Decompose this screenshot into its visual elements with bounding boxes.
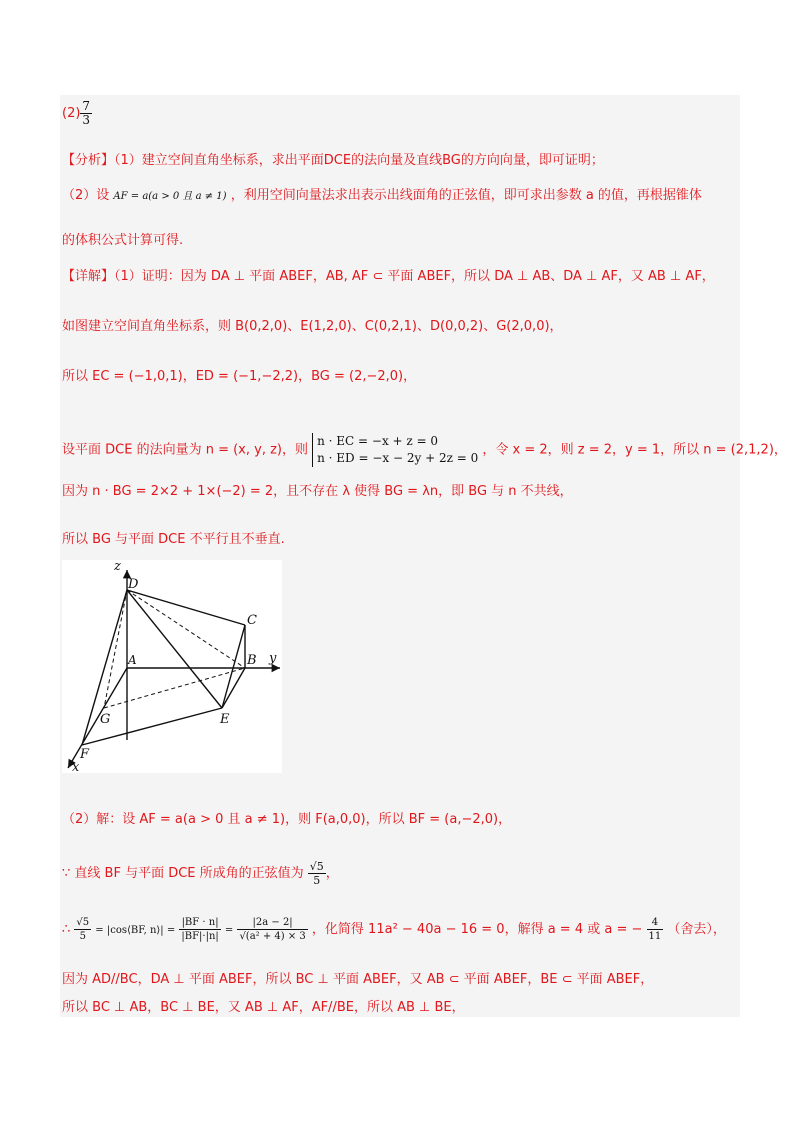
sol2-line-5 xyxy=(62,998,465,1018)
part2-label: (2) xyxy=(62,106,81,121)
sol2-line-3 xyxy=(62,916,726,943)
label-C: C xyxy=(247,613,257,628)
frac1-num: √5 xyxy=(76,917,90,928)
detail-line-5 xyxy=(62,482,573,502)
label-z: z xyxy=(114,560,121,574)
label-B: B xyxy=(247,653,257,668)
detail-text-3: 所以 EC = (−1,0,1)，ED = (−1,−2,2)，BG = (2,−2,0)， xyxy=(62,369,417,384)
detail-text-2: 如图建立空间直角坐标系，则 B(0,2,0)、E(1,2,0)、C(0,2,1)、D(0,0,2)、G(2,0,0)， xyxy=(62,319,563,334)
detail-line-6 xyxy=(62,530,285,550)
detail-line-3 xyxy=(62,367,416,387)
detail-line-2 xyxy=(62,317,563,337)
sol2-text-1: （2）解：设 AF = a(a > 0 且 a ≠ 1)，则 F(a,0,0)，所以 BF = (a,−2,0)， xyxy=(62,812,512,827)
geometry-figure xyxy=(62,560,282,773)
frac3-den: √(a² + 4) × 3 xyxy=(239,931,306,942)
equation-system xyxy=(312,433,478,467)
sol2-line-4 xyxy=(62,970,653,990)
sol2-line-2: ∵ 直线 BF 与平面 DCE 所成角的正弦值为 $\frac{√5}{5}$ ， xyxy=(62,860,339,887)
equals-sign: = xyxy=(224,925,234,936)
sol2-text-3: ，化简得 11a² − 40a − 16 = 0，解得 a = 4 或 a = − xyxy=(311,922,643,937)
detail-text-4a: 设平面 DCE 的法向量为 n = (x, y, z)，则 xyxy=(62,442,308,458)
label-E: E xyxy=(220,712,230,727)
frac2-num: |BF · n| xyxy=(179,916,220,930)
label-A: A xyxy=(128,653,137,667)
analysis-math: AF = a(a > 0 且 a ≠ 1) xyxy=(113,191,227,202)
answer-numerator: 7 xyxy=(82,99,91,113)
label-F: F xyxy=(80,747,90,762)
analysis-line-2 xyxy=(62,186,702,207)
detail-text-6: 所以 BG 与平面 DCE 不平行且不垂直. xyxy=(62,532,285,547)
analysis-text-1: （1）建立空间直角坐标系，求出平面DCE的法向量及直线BG的方向向量，即可证明； xyxy=(114,153,604,168)
detail-line-4 xyxy=(62,433,787,467)
label-D: D xyxy=(128,577,139,592)
label-x: x xyxy=(72,760,80,773)
x-axis xyxy=(68,668,127,768)
label-G: G xyxy=(100,712,111,727)
analysis-tag: 【分析】 xyxy=(62,153,115,168)
sol2-line-1 xyxy=(62,810,511,830)
sol2-text-2: ∵ 直线 BF 与平面 DCE 所成角的正弦值为 xyxy=(62,866,304,881)
sine-denominator: 5 xyxy=(313,874,321,887)
cos-expression: = |cos⟨BF, n⟩| = xyxy=(95,925,176,936)
detail-line-1 xyxy=(62,267,715,287)
analysis-text-2a: （2）设 xyxy=(62,188,110,203)
part2-answer xyxy=(62,100,92,127)
sol2-text-4: 因为 AD//BC，DA ⊥ 平面 ABEF，所以 BC ⊥ 平面 ABEF，又 AB ⊂ 平面 ABEF，BE ⊂ 平面 ABEF， xyxy=(62,972,654,987)
sol2-text-3-end: （舍去）， xyxy=(667,922,726,937)
frac3-num: |2a − 2| xyxy=(237,916,307,930)
answer-denominator: 3 xyxy=(82,113,91,127)
detail-text-4b: ，令 x = 2，则 z = 2，y = 1，所以 n = (2,1,2)， xyxy=(482,442,787,458)
system-eq-1: n · EC = −x + z = 0 xyxy=(317,434,439,448)
frac1-den: 5 xyxy=(79,931,86,942)
detail-text-5: 因为 n · BG = 2×2 + 1×(−2) = 2，且不存在 λ 使得 BG = λn，即 BG 与 n 不共线， xyxy=(62,484,573,499)
detail-tag: 【详解】 xyxy=(62,269,115,284)
frac4-den: 11 xyxy=(648,931,662,942)
sol2-text-5: 所以 BC ⊥ AB，BC ⊥ BE，又 AB ⊥ AF，AF//BE，所以 AB ⊥ BE， xyxy=(62,1000,465,1015)
sine-numerator: √5 xyxy=(309,860,324,873)
label-y: y xyxy=(269,651,277,666)
system-eq-2: n · ED = −x − 2y + 2z = 0 xyxy=(317,451,479,465)
frac4-num: 4 xyxy=(647,916,664,930)
therefore-sign: ∴ xyxy=(62,922,71,937)
frac2-den: |BF|·|n| xyxy=(181,931,219,942)
analysis-line-1 xyxy=(62,151,604,171)
figure-svg xyxy=(62,560,282,773)
analysis-line-3 xyxy=(62,231,183,251)
detail-text-1: （1）证明：因为 DA ⊥ 平面 ABEF，AB, AF ⊂ 平面 ABEF，所以 DA ⊥ AB、DA ⊥ AF，又 AB ⊥ AF， xyxy=(114,269,715,284)
analysis-text-3: 的体积公式计算可得. xyxy=(62,233,184,248)
analysis-text-2b: ，利用空间向量法求出表示出线面角的正弦值，即可求出参数 a 的值，再根据锥体 xyxy=(230,188,702,203)
